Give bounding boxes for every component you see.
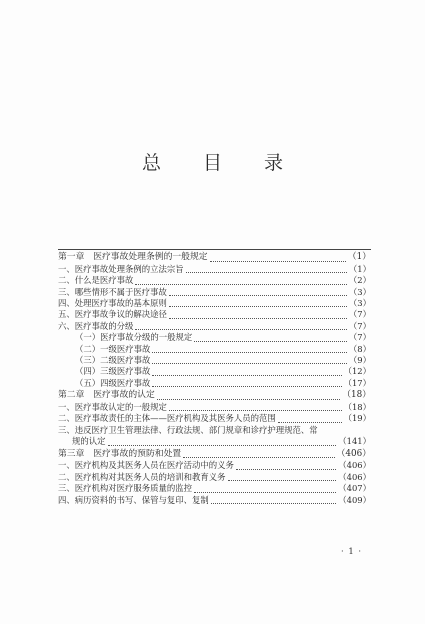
toc-entry-row [58, 483, 371, 494]
dot-leader [186, 272, 347, 273]
toc-entry-row [58, 332, 371, 343]
toc-entry-label: 第二章 医疗事故的认定 [58, 390, 155, 401]
toc-entry-page: （12） [343, 366, 371, 377]
dot-leader [194, 492, 336, 493]
toc-entry-row [58, 264, 371, 275]
dot-leader [194, 341, 347, 342]
toc-entry-row [58, 366, 371, 377]
toc-entry-label: 第三章 医疗事故的预防和处置 [58, 448, 182, 459]
toc-entry-row [58, 321, 371, 332]
toc-entry-page: （7） [348, 309, 371, 320]
dot-leader [169, 306, 347, 307]
page-number: · 1 · [341, 546, 362, 556]
toc-chapter-row [58, 448, 371, 461]
toc-entry-label: 一、医疗事故处理条例的立法宗旨 [58, 263, 184, 274]
toc-chapter-row [58, 251, 371, 264]
toc-entry-label: 三、违反医疗卫生管理法律、行政法规、部门规章和诊疗护理规范、常 [58, 424, 318, 435]
toc-entry-page: （7） [348, 320, 371, 331]
toc-entry-page: （3） [348, 298, 371, 309]
dot-leader [152, 352, 347, 353]
toc-entry-label: （三）二级医疗事故 [75, 355, 151, 366]
dot-leader [135, 284, 347, 285]
dot-leader [169, 410, 342, 411]
toc-entry-label: 五、医疗事故争议的解决途径 [58, 309, 167, 320]
toc-entry-row [58, 425, 371, 436]
toc-entry-label: 第一章 医疗事故处理条例的一般规定 [58, 252, 208, 262]
toc-entry-page: （9） [348, 355, 371, 366]
toc-entry-label: 二、医疗机构对其医务人员的培训和教育义务 [58, 471, 226, 482]
toc-entry-page: （406） [336, 448, 371, 459]
page-title: 总 目 录 [141, 152, 302, 174]
toc-entry-row [58, 460, 371, 471]
toc-entry-row [58, 344, 371, 355]
dot-leader [278, 422, 342, 423]
toc-entry-label: （五）四级医疗事故 [75, 377, 151, 388]
toc-entry-row [58, 298, 371, 309]
toc-entry-page: （8） [348, 343, 371, 354]
toc-entry-page: （1） [347, 252, 371, 262]
toc-entry-row [58, 436, 371, 447]
toc-entry-page: （7） [348, 332, 371, 343]
toc-entry-page: （19） [343, 413, 371, 424]
toc-entry-page: （18） [342, 390, 371, 401]
toc-entry-row [58, 378, 371, 389]
dot-leader [152, 363, 347, 364]
toc-entry-label: 二、什么是医疗事故 [58, 275, 134, 286]
toc-entry-page: （18） [343, 402, 371, 413]
toc-entry-label: 一、医疗事故认定的一般规定 [58, 402, 167, 413]
dot-leader [152, 375, 341, 376]
toc-entry-page: （3） [348, 286, 371, 297]
table-of-contents [58, 251, 371, 506]
toc-entry-label: （一）医疗事故分级的一般规定 [75, 332, 193, 343]
dot-leader [169, 295, 347, 296]
dot-leader [228, 480, 337, 481]
dot-leader [236, 469, 336, 470]
dot-leader [152, 386, 341, 387]
toc-entry-page: （2） [348, 275, 371, 286]
toc-entry-label: 三、医疗机构对医疗服务质量的监控 [58, 483, 192, 494]
toc-entry-label: 四、处理医疗事故的基本原则 [58, 298, 167, 309]
toc-entry-label: 四、病历资料的书写、保管与复印、复制 [58, 494, 209, 505]
toc-entry-page: （141） [338, 436, 371, 447]
toc-entry-row [58, 309, 371, 320]
toc-entry-row [58, 275, 371, 286]
dot-leader [183, 457, 334, 458]
toc-entry-page: （406） [338, 471, 371, 482]
toc-entry-row [58, 402, 371, 413]
toc-entry-label: 规的认定 [72, 436, 106, 447]
dot-leader [135, 329, 347, 330]
toc-entry-page: （1） [348, 263, 371, 274]
toc-entry-label: 一、医疗机构及其医务人员在医疗活动中的义务 [58, 460, 234, 471]
toc-entry-page: （17） [343, 377, 371, 388]
toc-entry-label: 六、医疗事故的分级 [58, 320, 134, 331]
dot-leader [169, 318, 347, 319]
toc-entry-page: （409） [338, 494, 371, 505]
toc-entry-page: （406） [338, 460, 371, 471]
toc-entry-label: 三、哪些情形不属于医疗事故 [58, 286, 167, 297]
dot-leader [210, 261, 346, 262]
dot-leader [108, 445, 337, 446]
toc-entry-row [58, 413, 371, 424]
dot-leader [157, 399, 340, 400]
toc-entry-page: （407） [338, 483, 371, 494]
dot-leader [211, 503, 337, 504]
toc-entry-row [58, 472, 371, 483]
toc-entry-label: （二）一级医疗事故 [75, 343, 151, 354]
toc-entry-label: 二、医疗事故责任的主体——医疗机构及其医务人员的范围 [58, 413, 276, 424]
title-divider [58, 249, 371, 250]
toc-entry-label: （四）三级医疗事故 [75, 366, 151, 377]
toc-chapter-row [58, 389, 371, 402]
toc-entry-row [58, 287, 371, 298]
toc-entry-row [58, 495, 371, 506]
toc-entry-row [58, 355, 371, 366]
